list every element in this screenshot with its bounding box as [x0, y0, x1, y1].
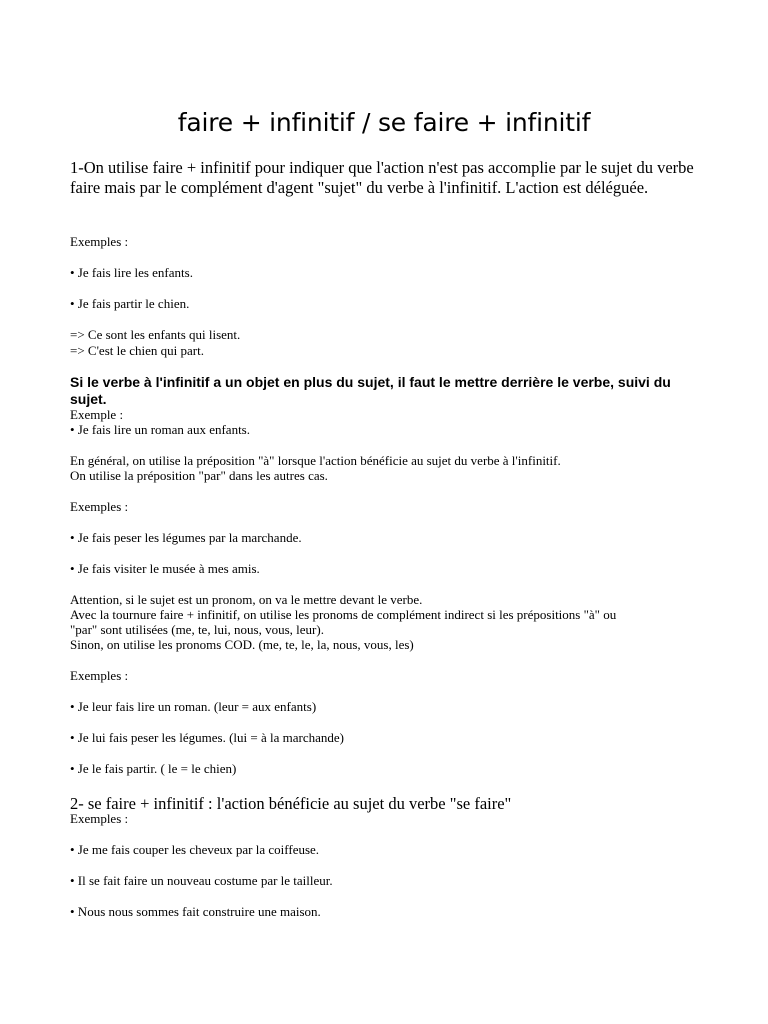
- result-line: => C'est le chien qui part.: [70, 343, 204, 358]
- attention-line: "par" sont utilisées (me, te, lui, nous, vous, leur).: [70, 622, 324, 637]
- bold-rule: Si le verbe à l'infinitif a un objet en plus du sujet, il faut le mettre derrière le verbe, suivi du sujet.: [70, 374, 671, 407]
- example-line: • Je leur fais lire un roman. (leur = aux enfants): [70, 699, 317, 714]
- attention-line: Avec la tournure faire + infinitif, on utilise les pronoms de complément indirect si les prépositions "à" ou: [70, 607, 617, 622]
- example-line: • Je le fais partir. ( le = le chien): [70, 761, 237, 776]
- example-line: • Je fais visiter le musée à mes amis.: [70, 561, 260, 576]
- intro-paragraph: 1-On utilise faire + infinitif pour indiquer que l'action n'est pas accomplie par le sujet du verbe faire mais par le complément d'agent "sujet" du verbe à l'infinitif. L'action est déléguée.: [70, 158, 694, 197]
- example-line: • Je fais lire les enfants.: [70, 265, 193, 280]
- example-line: • Il se fait faire un nouveau costume par le tailleur.: [70, 873, 333, 888]
- example-line: • Je fais peser les légumes par la marchande.: [70, 530, 302, 545]
- exemples-label: Exemples :: [70, 668, 129, 683]
- general-rule-line: En général, on utilise la préposition "à" lorsque l'action bénéficie au sujet du verbe à l'infinitif.: [70, 453, 561, 468]
- exemples-label: Exemples :: [70, 499, 129, 514]
- attention-line: Attention, si le sujet est un pronom, on va le mettre devant le verbe.: [70, 592, 423, 607]
- exemple-label: Exemple :: [70, 407, 124, 422]
- result-line: => Ce sont les enfants qui lisent.: [70, 327, 241, 342]
- example-line: • Je me fais couper les cheveux par la coiffeuse.: [70, 842, 320, 857]
- exemples-label: Exemples :: [70, 811, 129, 826]
- attention-line: Sinon, on utilise les pronoms COD. (me, te, le, la, nous, vous, les): [70, 637, 414, 652]
- example-line: • Je lui fais peser les légumes. (lui = à la marchande): [70, 730, 344, 745]
- general-rule-line: On utilise la préposition "par" dans les autres cas.: [70, 468, 328, 483]
- example-line: • Je fais partir le chien.: [70, 296, 190, 311]
- document-title: faire + infinitif / se faire + infinitif: [177, 108, 591, 137]
- exemples-label: Exemples :: [70, 234, 129, 249]
- section-2-heading: 2- se faire + infinitif : l'action bénéficie au sujet du verbe "se faire": [70, 794, 512, 813]
- example-line: • Je fais lire un roman aux enfants.: [70, 422, 250, 437]
- example-line: • Nous nous sommes fait construire une maison.: [70, 904, 321, 919]
